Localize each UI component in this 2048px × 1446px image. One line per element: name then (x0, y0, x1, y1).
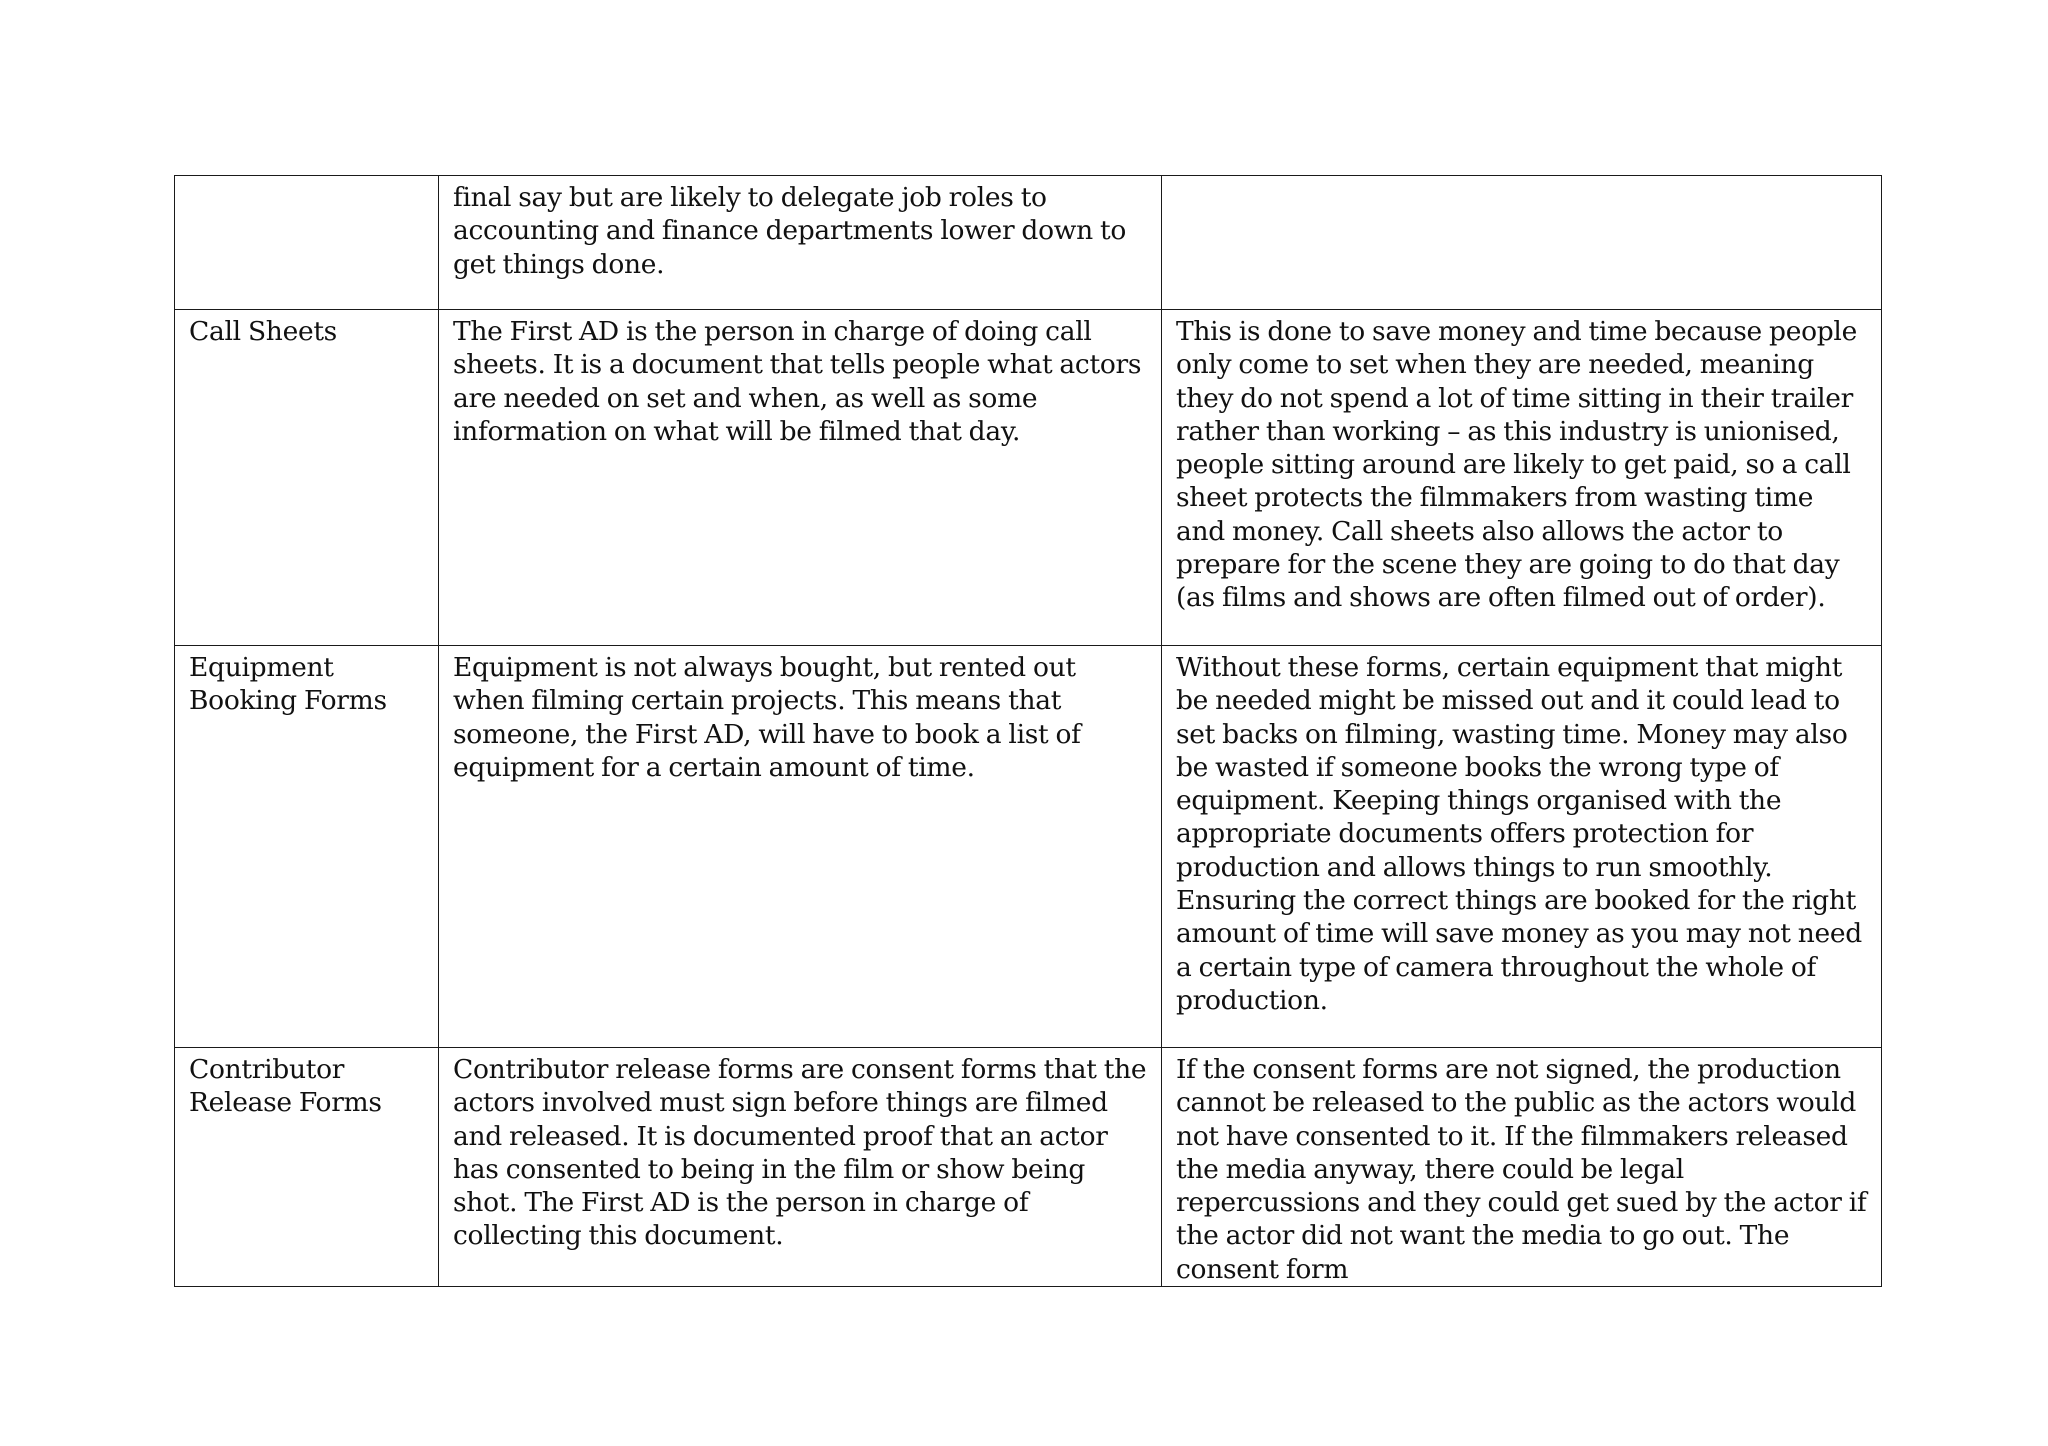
document-label-cell (175, 310, 439, 646)
table-row (175, 1048, 1882, 1287)
document-description: The First AD is the person in charge of doing call sheets. It is a document that tells people what actors are needed on set and when, as well as some information on what will be filmed that day. (453, 316, 1142, 447)
document-description-cell (439, 646, 1162, 1048)
document-importance: This is done to save money and time because people only come to set when they are needed, meaning they do not spend a lot of time sitting in their trailer rather than working – as this industry is unionised, people sitting around are likely to get paid, so a call sheet protects the filmmakers from wasting time and money. Call sheets also allows the actor to prepare for the scene they are going to do that day (as films and shows are often filmed out of order). (1176, 316, 1857, 614)
document-importance-cell (1162, 1048, 1882, 1287)
document-importance: If the consent forms are not signed, the production cannot be released to the public as the actors would not have consented to it. If the filmmakers released the media anyway, there could be legal repercussions and they could get sued by the actor if the actor did not want the media to go out. The consent form (1176, 1054, 1867, 1285)
document-importance: Without these forms, certain equipment that might be needed might be missed out and it could lead to set backs on filming, wasting time. Money may also be wasted if someone books the wrong type of equipment. Keeping things organised with the appropriate documents offers protection for production and allows things to run smoothly. Ensuring the correct things are booked for the right amount of time will save money as you may not need a certain type of camera throughout the whole of production. (1176, 652, 1862, 1016)
document-description: final say but are likely to delegate job roles to accounting and finance departments lower down to get things done. (453, 182, 1127, 280)
document-label: Equipment Booking Forms (189, 652, 387, 717)
document-importance-cell (1162, 310, 1882, 646)
document-description-cell (439, 176, 1162, 310)
document-label-cell (175, 646, 439, 1048)
document-description: Equipment is not always bought, but rented out when filming certain projects. This means that someone, the First AD, will have to book a list of equipment for a certain amount of time. (453, 652, 1081, 783)
document-importance-cell (1162, 176, 1882, 310)
document-description: Contributor release forms are consent forms that the actors involved must sign before things are filmed and released. It is documented proof that an actor has consented to being in the film or show being shot. The First AD is the person in charge of collecting this document. (453, 1054, 1147, 1252)
document-label: Contributor Release Forms (189, 1054, 382, 1119)
table-row (175, 646, 1882, 1048)
table-row (175, 176, 1882, 310)
documents-table (174, 175, 1882, 1287)
table-row (175, 310, 1882, 646)
document-description-cell (439, 1048, 1162, 1287)
document-description-cell (439, 310, 1162, 646)
document-label-cell (175, 176, 439, 310)
document-importance-cell (1162, 646, 1882, 1048)
document-label: Call Sheets (189, 316, 337, 347)
document-label-cell (175, 1048, 439, 1287)
